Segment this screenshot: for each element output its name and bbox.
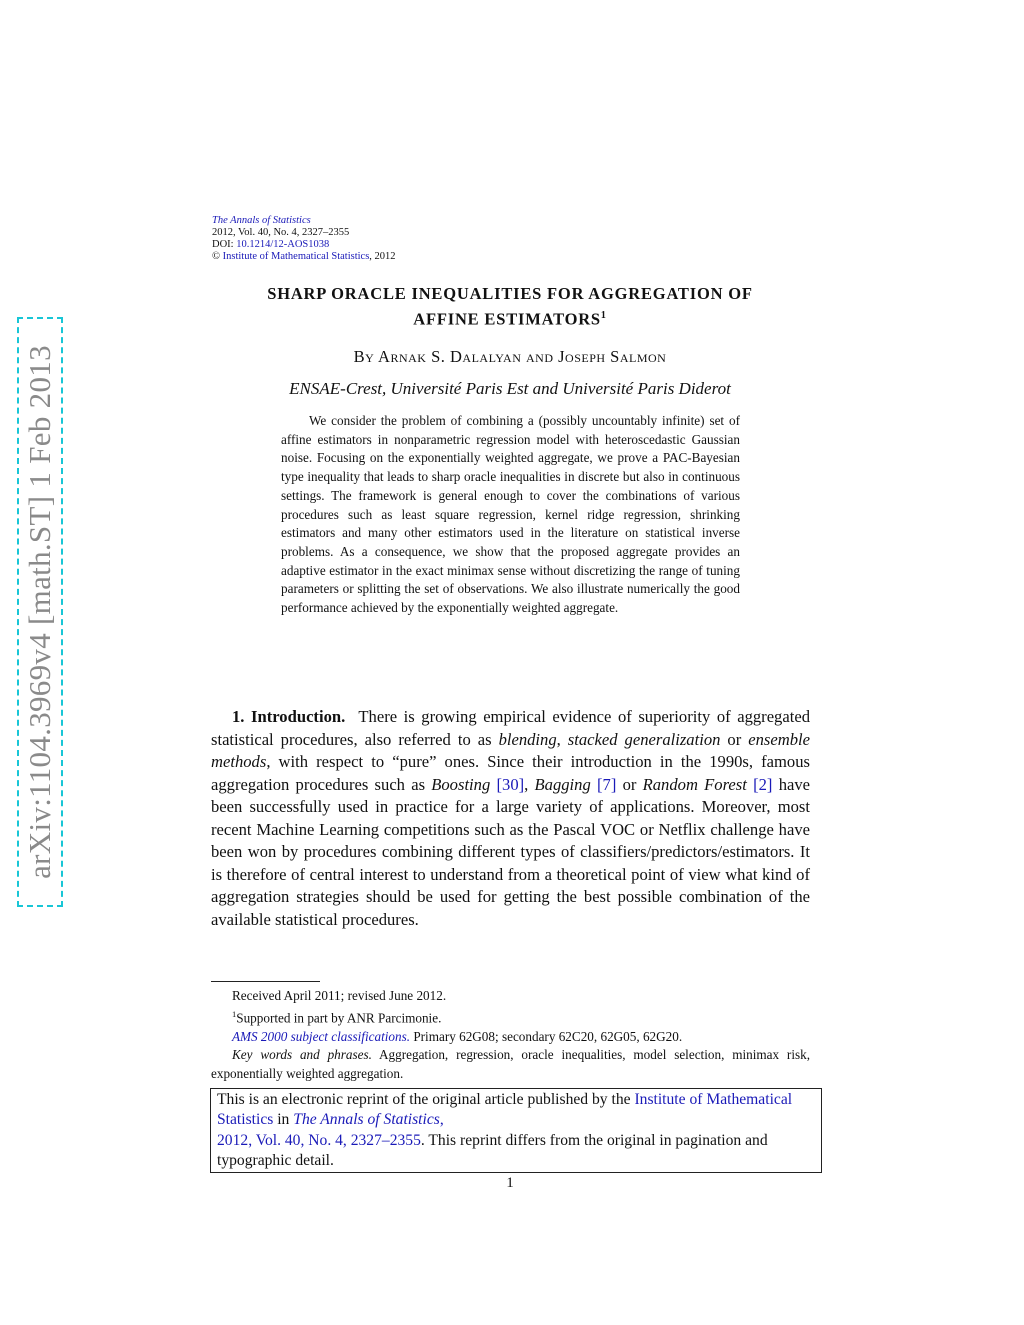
intro-text: or <box>720 729 749 749</box>
citation-2[interactable]: [2] <box>753 774 773 794</box>
keywords-text: Aggregation, regression, oracle inequalities, model selection, minimax risk, exponentially weighted aggregation. <box>211 1047 811 1081</box>
intro-text: , <box>556 729 568 749</box>
arxiv-stamp[interactable] <box>17 317 63 907</box>
term-random-forest: Random Forest <box>642 774 747 794</box>
term-boosting: Boosting <box>431 774 491 794</box>
abstract: We consider the problem of combining a (possibly uncountably infinite) set of affine estimators in nonparametric regression model with heteroscedastic Gaussian noise. Focusing on the exponentially weighted aggregate, we prove a PAC-Bayesian type inequality that leads to sharp oracle inequalities in discrete but also in continuous settings. The framework is general enough to cover the combinations of various procedures such as least square regression, kernel ridge regression, shrinking estimators and many other estimators used in the literature on statistical inverse problems. As a consequence, we show that the proposed aggregate provides an adaptive estimator in the exact minimax sense without discretizing the range of tuning parameters or splitting the set of observations. We also illustrate numerically the good performance achieved by the exponentially weighted aggregate. <box>281 413 740 616</box>
term-ensemble-methods: ensemble methods <box>211 729 810 771</box>
ims-link[interactable]: Institute of Mathematical Statistics <box>217 1091 793 1129</box>
copyright-line <box>212 251 396 263</box>
keywords-label: Key words and phrases. <box>232 1047 372 1063</box>
journal-link[interactable]: The Annals of Statistics <box>293 1111 440 1129</box>
section-title: Introduction. <box>251 707 346 726</box>
ams-classification-link[interactable]: AMS 2000 subject classifications. <box>232 1028 411 1044</box>
citation-7[interactable]: [7] <box>597 774 617 794</box>
footnotes <box>211 987 810 1083</box>
intro-text: There is growing empirical evidence of superiority of aggregated statistical procedures, also referred to as <box>211 707 810 749</box>
arxiv-identifier: arXiv:1104.3969v4 [math.ST] 1 Feb 2013 <box>22 345 57 879</box>
footnote-rule <box>211 981 320 982</box>
page-number: 1 <box>506 1175 514 1191</box>
term-blending: blending <box>498 729 557 749</box>
section-number: 1. <box>232 707 245 726</box>
copyright-symbol: © <box>212 251 220 262</box>
intro-text: have been successfully used in practice for a large variety of applications. Moreover, most recent Machine Learning competitions such as the Pascal VOC or Netflix challenge have been won by procedures combining different types of classifiers/predictors/estimators. It is therefore of central interest to understand from a theoretical point of view what kind of aggregation strategies should be used for getting the best possible combination of the available statistical procedures. <box>211 774 811 929</box>
support-text: Supported in part by ANR Parcimonie. <box>236 1010 442 1026</box>
affiliation: ENSAE-Crest, Université Paris Est and Université Paris Diderot <box>289 379 731 398</box>
reprint-comma: , <box>439 1111 444 1129</box>
term-stacked-generalization: stacked generalization <box>567 729 721 749</box>
reprint-text: in <box>273 1111 294 1129</box>
paper-title <box>200 283 820 331</box>
reprint-text: . This reprint differs from the original in pagination and typographic detail. <box>217 1131 768 1169</box>
doi-line <box>212 239 396 251</box>
ams-classification <box>211 1028 810 1046</box>
publisher-link[interactable]: Institute of Mathematical Statistics <box>222 251 370 262</box>
reprint-notice-box <box>210 1088 822 1173</box>
citation-30[interactable]: [30] <box>496 774 525 794</box>
keywords <box>211 1046 810 1083</box>
issue-link[interactable]: 2012, Vol. 40, No. 4, 2327–2355 <box>217 1131 421 1149</box>
intro-text: , <box>524 774 535 794</box>
doi-link[interactable]: 10.1214/12-AOS1038 <box>236 239 330 250</box>
journal-issue: 2012, Vol. 40, No. 4, 2327–2355 <box>212 227 350 238</box>
ams-text: Primary 62G08; secondary 62C20, 62G05, 62G20. <box>410 1028 683 1044</box>
introduction-paragraph <box>211 706 810 931</box>
title-line-2-text: AFFINE ESTIMATORS <box>413 309 601 329</box>
authors: By Arnak S. Dalalyan and Joseph Salmon <box>353 347 667 366</box>
term-bagging: Bagging <box>534 774 591 794</box>
support-note <box>211 1005 810 1028</box>
journal-header <box>212 215 396 263</box>
reprint-text: This is an electronic reprint of the original article published by the <box>217 1091 631 1108</box>
received-note: Received April 2011; revised June 2012. <box>232 988 447 1003</box>
title-line-2 <box>200 305 820 331</box>
title-line-1: SHARP ORACLE INEQUALITIES FOR AGGREGATION OF <box>267 284 753 303</box>
title-footnote-mark: 1 <box>600 310 607 321</box>
journal-name-link[interactable]: The Annals of Statistics <box>212 215 311 226</box>
intro-text: or <box>616 774 643 794</box>
doi-label: DOI: <box>212 239 234 250</box>
intro-text: , with respect to “pure” ones. Since their introduction in the 1990s, famous aggregation procedures such as <box>211 752 810 794</box>
copyright-year: , 2012 <box>369 251 396 262</box>
support-footnote-mark: 1 <box>232 1009 237 1020</box>
